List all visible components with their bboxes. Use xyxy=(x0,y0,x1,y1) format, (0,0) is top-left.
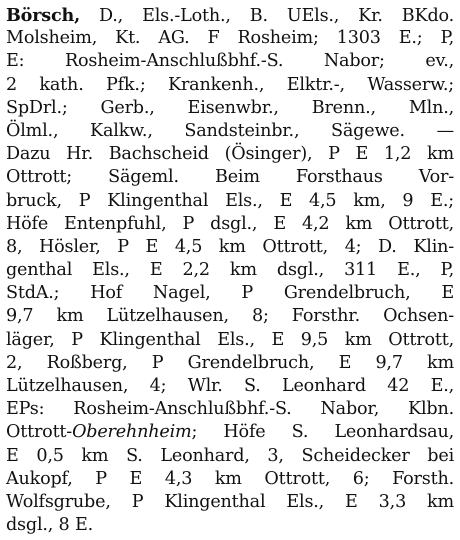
entry-line: E: Rosheim-Anschlußbhf.-S. Nabor; ev., xyxy=(6,51,454,72)
entry-line: Dazu Hr. Bachscheid (Ösinger), P E 1,2 km xyxy=(6,144,454,165)
entry-line xyxy=(6,4,454,27)
entry-line: läger, P Klingenthal Els., E 9,5 km Ottrott, xyxy=(6,329,454,350)
entry-line: Wolfsgrube, P Klingenthal Els., E 3,3 km xyxy=(6,491,454,512)
entry-line: E 0,5 km S. Leonhard, 3, Scheidecker bei xyxy=(6,445,454,466)
entry-line: Ölml., Kalkw., Sandsteinbr., Sägewe. — xyxy=(6,120,454,141)
entry-line: 2, Roßberg, P Grendelbruch, E 9,7 km xyxy=(6,352,454,373)
entry-line xyxy=(6,421,454,444)
entry-line: Höfe Entenpfuhl, P dsgl., E 4,2 km Ottrott, xyxy=(6,213,454,234)
entry-line: genthal Els., E 2,2 km dsgl., 311 E., P, xyxy=(6,260,454,281)
gazetteer-entry xyxy=(6,4,454,537)
entry-line: SpDrl.; Gerb., Eisenwbr., Brenn., Mln., xyxy=(6,97,454,118)
entry-line: EPs: Rosheim-Anschlußbhf.-S. Nabor, Klbn. xyxy=(6,399,454,420)
entry-italic-text: Oberehnheim xyxy=(72,422,192,443)
entry-line: 8, Hösler, P E 4,5 km Ottrott, 4; D. Klin- xyxy=(6,236,454,257)
entry-line: Ottrott; Sägeml. Beim Forsthaus Vor- xyxy=(6,167,454,188)
entry-headword: Börsch, xyxy=(6,5,81,26)
entry-text: ; Höfe S. Leonhardsau, xyxy=(191,422,454,443)
entry-line: Molsheim, Kt. AG. F Rosheim; 1303 E.; P, xyxy=(6,28,454,49)
entry-line: 2 kath. Pfk.; Krankenh., Elktr.-, Wasserw.; xyxy=(6,74,454,95)
entry-line: Lützelhausen, 4; Wlr. S. Leonhard 42 E., xyxy=(6,376,454,396)
entry-text: D., Els.-Loth., B. UEls., Kr. BKdo. xyxy=(80,6,454,26)
entry-line: dsgl., 8 E. xyxy=(6,515,93,536)
entry-line: 9,7 km Lützelhausen, 8; Forsthr. Ochsen- xyxy=(6,306,454,327)
entry-text: Ottrott- xyxy=(6,422,73,443)
entry-line: bruck, P Klingenthal Els., E 4,5 km, 9 E.; xyxy=(6,190,454,211)
entry-line: StdA.; Hof Nagel, P Grendelbruch, E xyxy=(6,283,454,304)
entry-line: Aukopf, P E 4,3 km Ottrott, 6; Forsth. xyxy=(6,468,454,489)
